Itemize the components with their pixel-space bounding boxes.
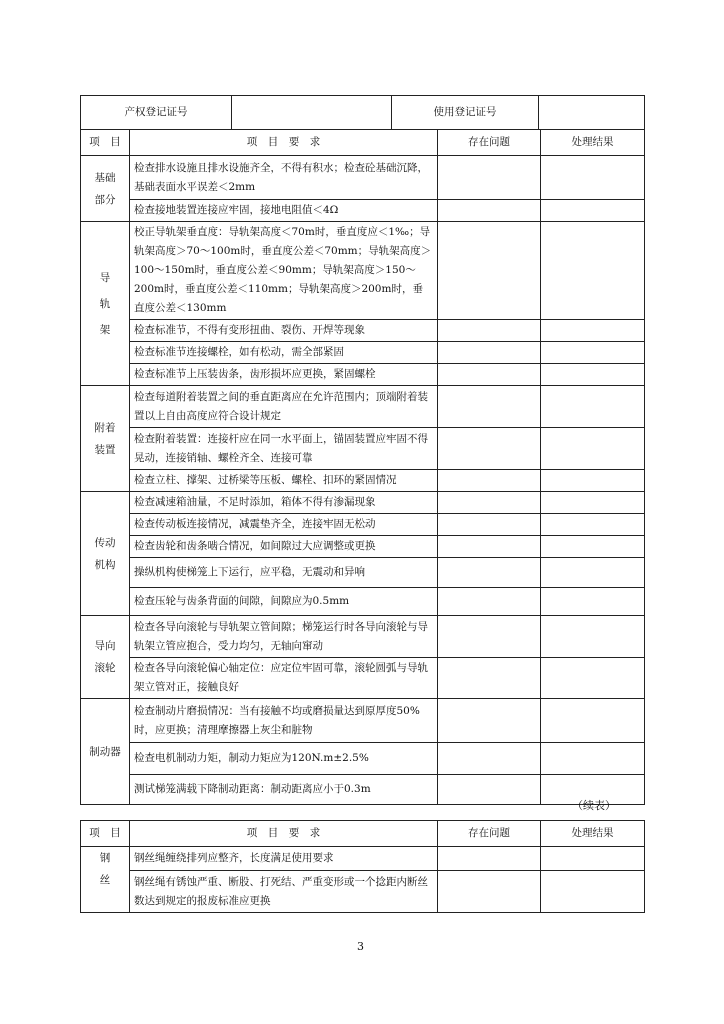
group-name: 导 轨 架: [81, 222, 130, 386]
problem-cell: [438, 616, 541, 658]
result-cell: [541, 342, 645, 364]
header-problem-2: 存在问题: [438, 821, 541, 847]
property-reg-value: [232, 96, 392, 130]
group2-row-2: 钢丝绳有锈蚀严重、断股、打死结、严重变形或一个捻距内断丝数达到规定的报废标准应更换: [130, 871, 438, 913]
group2-row-2-problem: [438, 871, 541, 913]
problem-cell: [438, 320, 541, 342]
problem-cell: [438, 222, 541, 320]
problem-cell: [438, 536, 541, 558]
result-cell: [541, 156, 645, 200]
result-cell: [541, 514, 645, 536]
header-requirement: 项 目 要 求: [130, 130, 438, 156]
problem-cell: [438, 588, 541, 616]
inspection-table-continued: [80, 820, 645, 913]
result-cell: [541, 428, 645, 470]
group2-row-1-result: [541, 847, 645, 871]
requirement-text: 检查标准节，不得有变形扭曲、裂伤、开焊等现象: [130, 320, 438, 342]
inspection-table: [80, 95, 645, 130]
result-cell: [541, 386, 645, 428]
use-reg-label: 使用登记证号: [392, 96, 539, 130]
header-requirement-2: 项 目 要 求: [130, 821, 438, 847]
use-reg-value: [539, 96, 645, 130]
header-item-2: 项 目: [81, 821, 130, 847]
problem-cell: [438, 470, 541, 492]
result-cell: [541, 658, 645, 699]
requirement-text: 检查传动板连接情况，减震垫齐全，连接牢固无松动: [130, 514, 438, 536]
result-cell: [541, 470, 645, 492]
group2-name-bottom: 丝: [81, 871, 130, 913]
result-cell: [541, 364, 645, 386]
result-cell: [541, 492, 645, 514]
requirement-text: 检查排水设施且排水设施齐全，不得有积水；检查砼基础沉降，基础表面水平误差＜2mm: [130, 156, 438, 200]
requirement-text: 检查立柱、撑架、过桥梁等压板、螺栓、扣环的紧固情况: [130, 470, 438, 492]
result-cell: [541, 320, 645, 342]
requirement-text: 检查齿轮和齿条啮合情况，如间隙过大应调整或更换: [130, 536, 438, 558]
group2-row-1-problem: [438, 847, 541, 871]
problem-cell: [438, 364, 541, 386]
problem-cell: [438, 428, 541, 470]
group-name: 附着 装置: [81, 386, 130, 492]
group-name: 制动器: [81, 699, 130, 805]
problem-cell: [438, 342, 541, 364]
requirement-text: 检查减速箱油量，不足时添加，箱体不得有渗漏现象: [130, 492, 438, 514]
problem-cell: [438, 386, 541, 428]
problem-cell: [438, 658, 541, 699]
group2-name-top: 钢: [81, 847, 130, 871]
requirement-text: 检查接地装置连接应牢固，接地电阻值＜4Ω: [130, 200, 438, 222]
problem-cell: [438, 156, 541, 200]
problem-cell: [438, 492, 541, 514]
requirement-text: 检查各导向滚轮偏心轴定位：应定位牢固可靠，滚轮圆弧与导轨架立管对正，接触良好: [130, 658, 438, 699]
header-result: 处理结果: [541, 130, 645, 156]
problem-cell: [438, 743, 541, 775]
group-name: 导向 滚轮: [81, 616, 130, 699]
header-item: 项 目: [81, 130, 130, 156]
result-cell: [541, 743, 645, 775]
problem-cell: [438, 699, 541, 743]
requirement-text: 检查每道附着装置之间的垂直距离应在允许范围内；顶端附着装置以上自由高度应符合设计规定: [130, 386, 438, 428]
result-cell: [541, 588, 645, 616]
continued-label: （续表）: [572, 799, 616, 812]
page-number: 3: [357, 940, 364, 953]
requirement-text: 校正导轨架垂直度：导轨架高度＜70m时，垂直度应＜1‰；导轨架高度＞70～100m时，垂直度公差＜70mm；导轨架高度＞100～150m时，垂直度公差＜90mm；导轨架高度＞150～200m时，垂直度公差＜110mm；导轨架高度＞200m时，垂直度公差＜130mm: [130, 222, 438, 320]
inspection-main-table: [80, 129, 645, 805]
requirement-text: 检查压轮与齿条背面的间隙，间隙应为0.5mm: [130, 588, 438, 616]
header-problem: 存在问题: [438, 130, 541, 156]
group2-row-1: 钢丝绳缠绕排列应整齐，长度满足使用要求: [130, 847, 438, 871]
group2-row-2-result: [541, 871, 645, 913]
result-cell: [541, 616, 645, 658]
problem-cell: [438, 200, 541, 222]
requirement-text: 检查制动片磨损情况：当有接触不均或磨损量达到原厚度50%时，应更换；清理摩擦器上灰尘和脏物: [130, 699, 438, 743]
requirement-text: 检查标准节连接螺栓，如有松动，需全部紧固: [130, 342, 438, 364]
result-cell: [541, 222, 645, 320]
requirement-text: 检查电机制动力矩，制动力矩应为120N.m±2.5%: [130, 743, 438, 775]
group-name: 传动 机构: [81, 492, 130, 616]
header-result-2: 处理结果: [541, 821, 645, 847]
requirement-text: 检查各导向滚轮与导轨架立管间隙；梯笼运行时各导向滚轮与导轨架立管应抱合，受力均匀，无轴向窜动: [130, 616, 438, 658]
result-cell: [541, 536, 645, 558]
result-cell: [541, 699, 645, 743]
result-cell: [541, 200, 645, 222]
requirement-text: 测试梯笼满载下降制动距离：制动距离应小于0.3m: [130, 775, 438, 805]
problem-cell: [438, 514, 541, 536]
requirement-text: 检查附着装置：连接杆应在同一水平面上，锚固装置应牢固不得晃动，连接销轴、螺栓齐全、连接可靠: [130, 428, 438, 470]
result-cell: [541, 558, 645, 588]
problem-cell: [438, 558, 541, 588]
requirement-text: 检查标准节上压装齿条，齿形损坏应更换，紧固螺栓: [130, 364, 438, 386]
group-name: 基础 部分: [81, 156, 130, 222]
property-reg-label: 产权登记证号: [81, 96, 232, 130]
requirement-text: 操纵机构使梯笼上下运行，应平稳，无震动和异响: [130, 558, 438, 588]
problem-cell: [438, 775, 541, 805]
